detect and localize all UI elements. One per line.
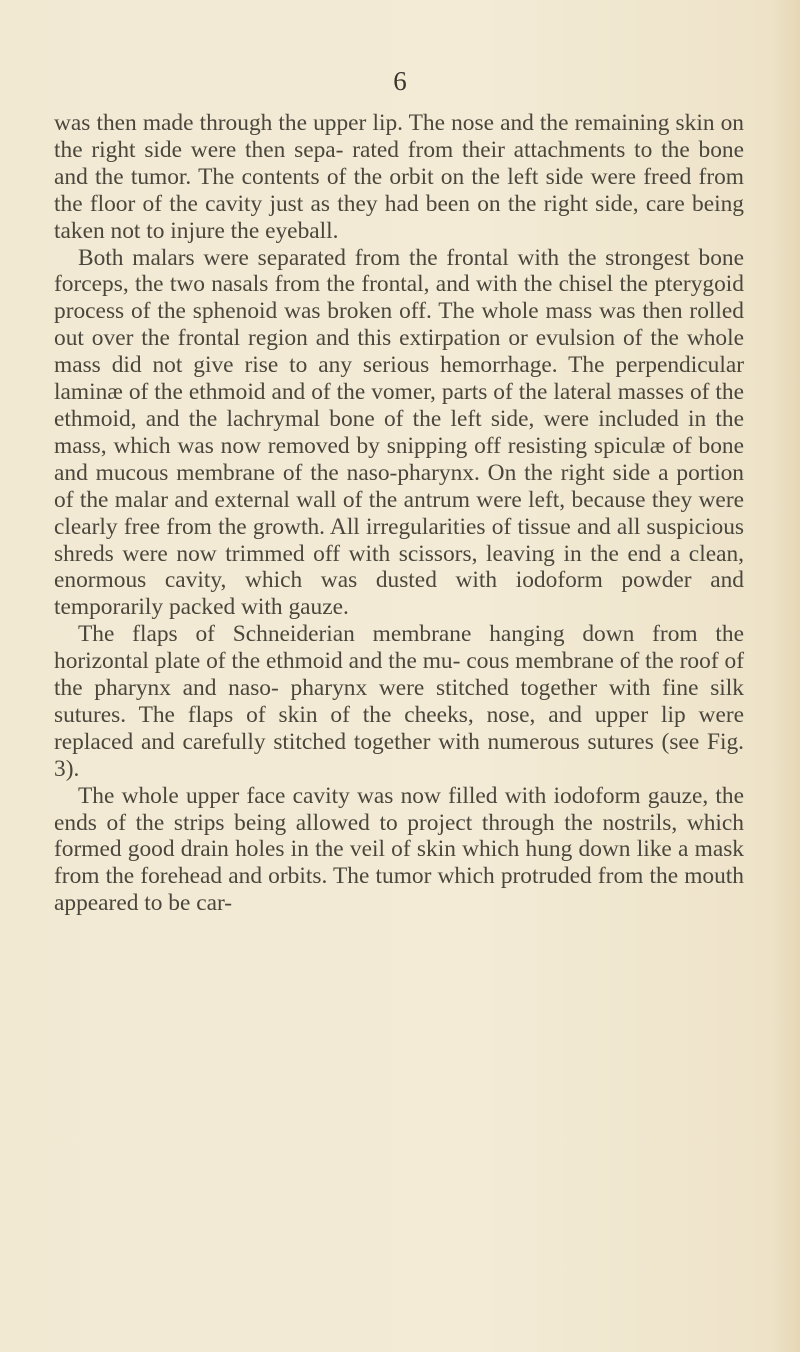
page-number: 6 <box>393 66 407 96</box>
paragraph-3: The flaps of Schneiderian membrane hanging down from the horizontal plate of the ethmoid and the mu- cous membrane of the roof of the pharynx and naso- pharynx were stitched together with fine silk sutures. The flaps of skin of the cheeks, nose, and upper lip were replaced and carefully stitched together with numerous sutures (see Fig. 3). <box>54 621 744 782</box>
body-text <box>54 110 744 917</box>
paragraph-2: Both malars were separated from the frontal with the strongest bone forceps, the two nasals from the frontal, and with the chisel the pterygoid process of the sphenoid was broken off. The whole mass was then rolled out over the frontal region and this extirpation or evulsion of the whole mass did not give rise to any serious hemorrhage. The perpendicular laminæ of the ethmoid and of the vomer, parts of the lateral masses of the ethmoid, and the lachrymal bone of the left side, were included in the mass, which was now removed by snipping off resisting spiculæ of bone and mucous membrane of the naso-pharynx. On the right side a portion of the malar and external wall of the antrum were left, because they were clearly free from the growth. All irregularities of tissue and all suspicious shreds were now trimmed off with scissors, leaving in the end a clean, enormous cavity, which was dusted with iodoform powder and temporarily packed with gauze. <box>54 244 744 621</box>
paragraph-1: was then made through the upper lip. The nose and the remaining skin on the right side were then sepa- rated from their attachments to the bone and the tumor. The contents of the orbit on the left side were freed from the floor of the cavity just as they had been on the right side, care being taken not to injure the eyeball. <box>54 110 744 244</box>
paragraph-4: The whole upper face cavity was now filled with iodoform gauze, the ends of the strips being allowed to project through the nostrils, which formed good drain holes in the veil of skin which hung down like a mask from the forehead and orbits. The tumor which protruded from the mouth appeared to be car- <box>54 782 744 917</box>
